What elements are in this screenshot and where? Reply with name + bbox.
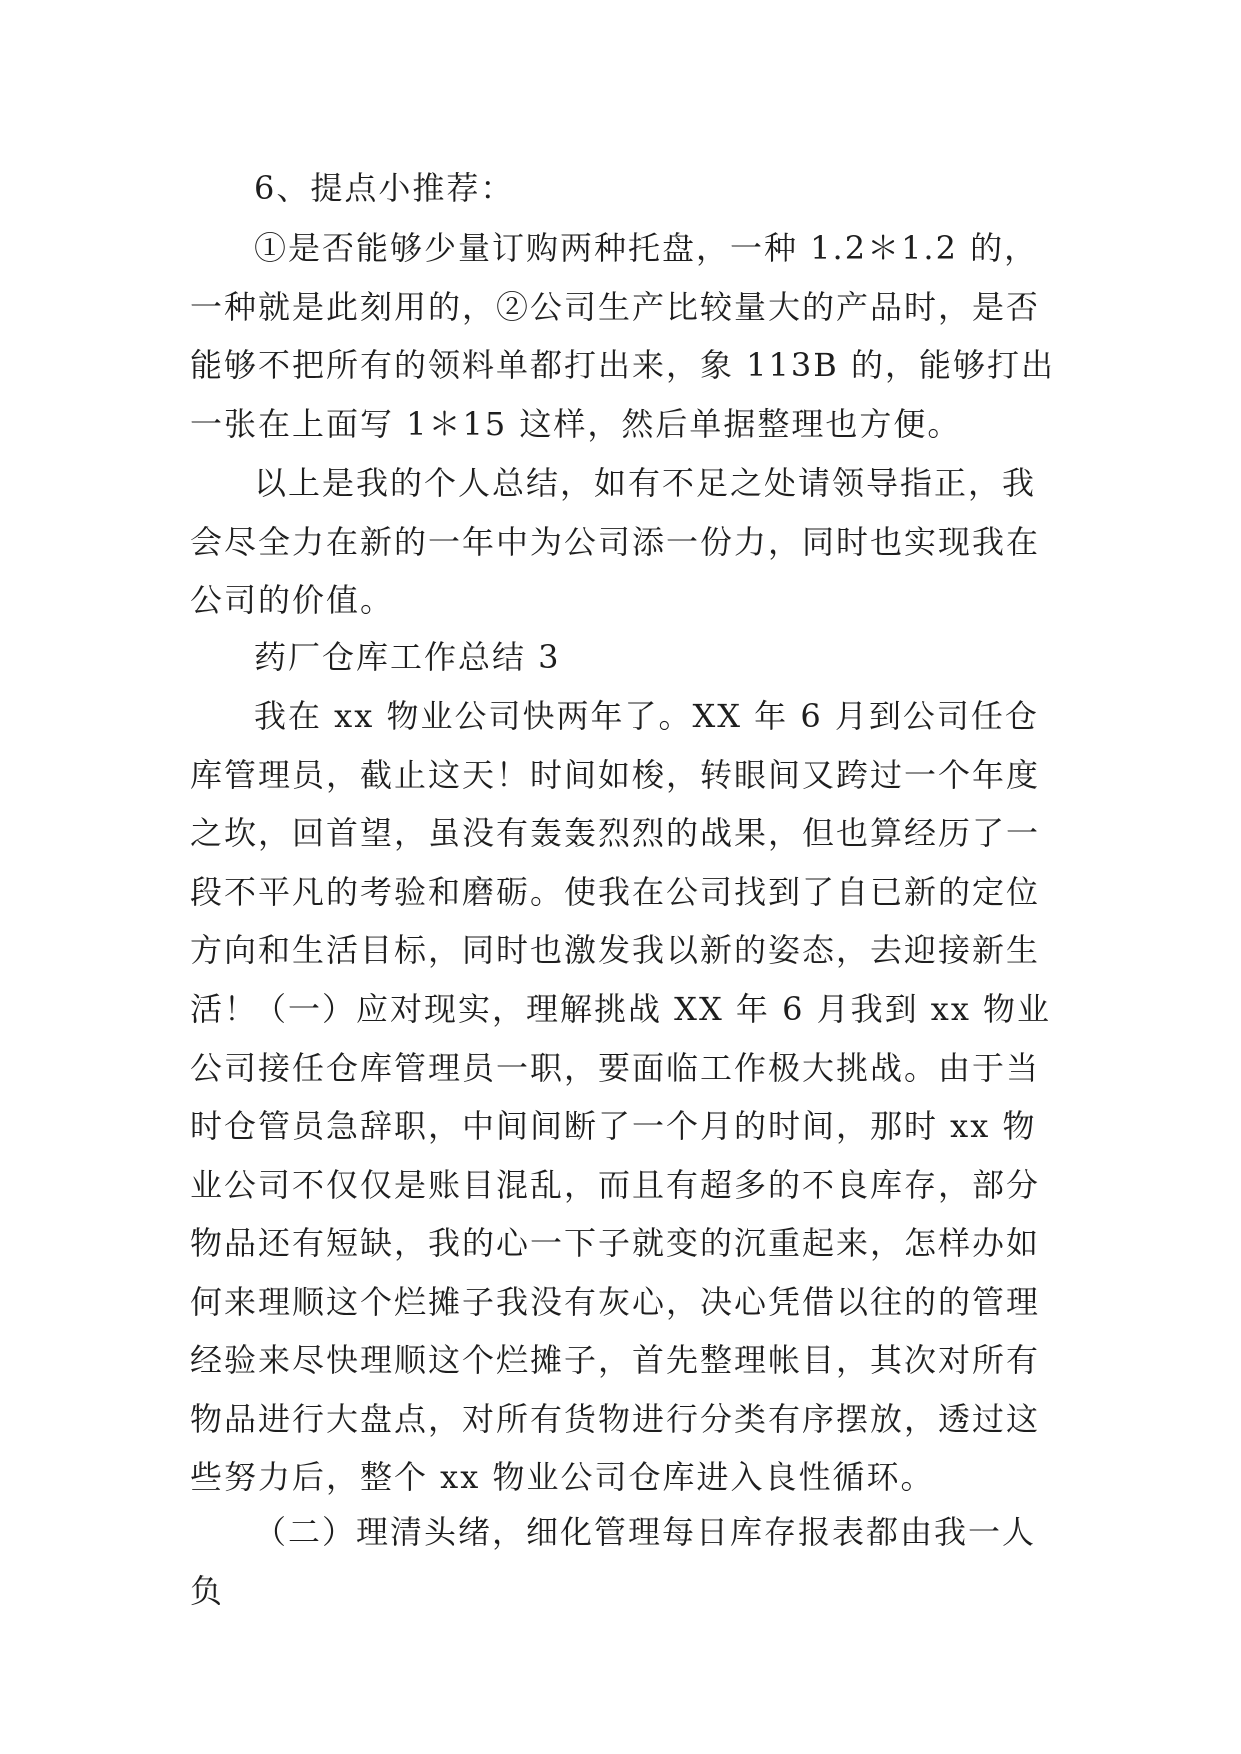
paragraph-personal-summary: 以上是我的个人总结，如有不足之处请领导指正，我会尽全力在新的一年中为公司添一份力，同时也实现我在公司的价值。 [190, 464, 1041, 619]
paragraph-suggestions-body: ①是否能够少量订购两种托盘，一种 1.2＊1.2 的，一种就是此刻用的，②公司生产比较量大的产品时，是否能够不把所有的领料单都打出来，象 113B 的，能够打出一张在上面写 1＊15 这样，然后单据整理也方便。 [190, 229, 1055, 443]
paragraph-suggestions-heading: 6、提点小推荐： [254, 169, 515, 207]
paragraph-section-one: （一）应对现实，理解挑战 XX 年 6 月我到 xx 物业公司接任仓库管理员一职，要面临工作极大挑战。由于当时仓管员急辞职，中间间断了一个月的时间，那时 xx 物业公司不仅仅是账目混乱，而且有超多的不良库存，部分物品还有短缺，我的心一下子就变的沉重起来，怎样办如何来理顺这个烂摊子我没有灰心，决心凭借以往的的管理经验来尽快理顺这个烂摊子，首先整理帐目，其次对所有物品进行大盘点，对所有货物进行分类有序摆放，透过这些努力后，整个 xx 物业公司仓库进入良性循环。 [190, 990, 1052, 1496]
paragraph-introduction: 我在 xx 物业公司快两年了。XX 年 6 月到公司任仓库管理员，截止这天！时间如梭，转眼间又跨过一个年度之坎，回首望，虽没有轰轰烈烈的战果，但也算经历了一段不平凡的考验和磨砺。使我在公司找到了自已新的定位方向和生活目标，同时也激发我以新的姿态，去迎接新生活！ [190, 697, 1041, 1028]
paragraph-section-two: （二）理清头绪，细化管理每日库存报表都由我一人负 [190, 1513, 1037, 1610]
section-title-summary-3: 药厂仓库工作总结 3 [254, 638, 561, 676]
